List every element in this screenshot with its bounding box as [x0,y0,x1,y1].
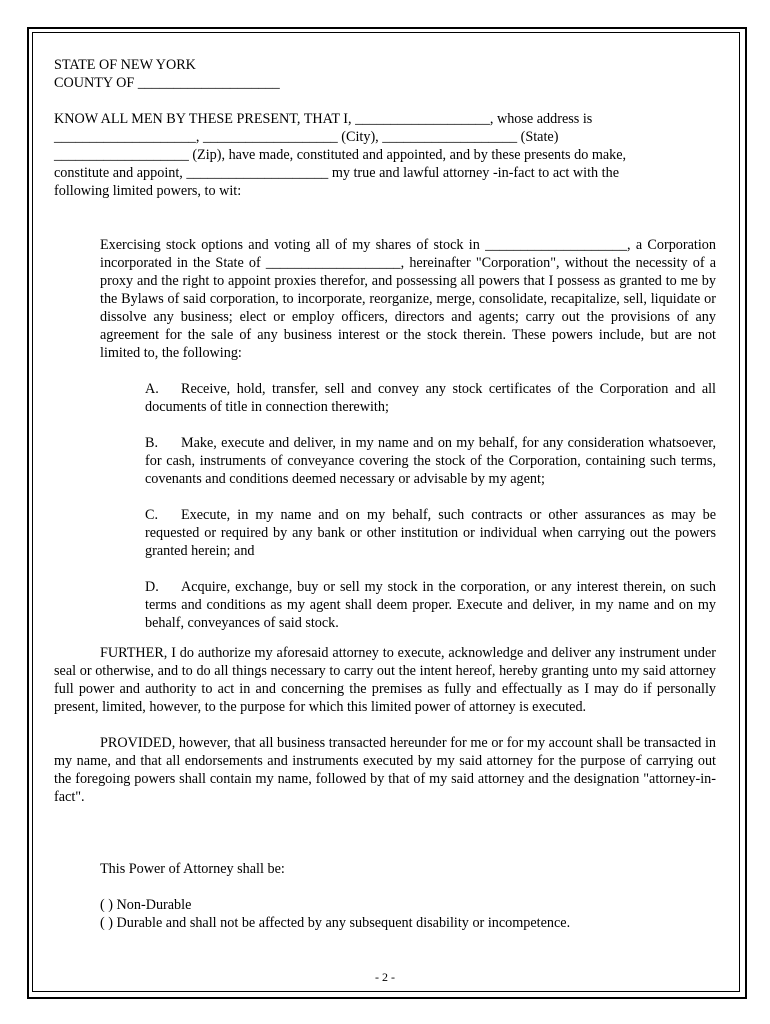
duration-options [54,896,716,932]
intro-line: KNOW ALL MEN BY THESE PRESENT, THAT I, ___________________, whose address is [54,111,593,127]
intro-line: ____________________, ___________________ (City), ___________________ (State) [54,129,559,145]
option-durable: ( ) Durable and shall not be affected by any subsequent disability or incompetence. [100,915,571,931]
power-item-a [54,380,716,416]
intro-line: constitute and appoint, ____________________ my true and lawful attorney -in-fact to act with the [54,165,620,181]
duration-heading: This Power of Attorney shall be: [100,861,285,877]
item-letter: D. [145,579,159,595]
item-letter: C. [145,507,159,523]
item-letter: A. [145,381,159,397]
page-number: - 2 - [375,970,395,984]
option-non-durable: ( ) Non-Durable [100,897,192,913]
further-paragraph: FURTHER, I do authorize my aforesaid attorney to execute, acknowledge and deliver any instrument under seal or otherwise, and to do all things necessary to carry out the intent hereof, hereby granting unto my said attorney full power and authority to act in and concerning the premises as fully and effectually as I may do if personally present, limited, however, to the purpose for which this limited power of attorney is executed. [54,645,716,715]
power-item-b [54,434,716,488]
county-line: COUNTY OF ____________________ [54,75,280,91]
document-body [54,56,716,932]
item-text: Execute, in my name and on my behalf, such contracts or other assurances as may be requested or required by any bank or other institution or individual when carrying out the powers granted herein; and [145,507,716,559]
item-text: Acquire, exchange, buy or sell my stock in the corporation, or any interest therein, on such terms and conditions as my agent shall deem proper. Execute and deliver, in my name and on my behalf, conveyances of said stock. [145,579,716,631]
powers-paragraph: Exercising stock options and voting all of my shares of stock in ____________________, a Corporation incorporated in the State of ___________________, hereinafter "Corporation", without the necessity of a proxy and the right to appoint proxies therefor, and possessing all powers that I possess as granted to me by the Bylaws of said corporation, to incorporate, reorganize, merge, consolidate, recapitalize, sell, liquidate or dissolve any business; elect or employ officers, directors and agents; carry out the provisions of any agreement for the sale of any business interest or the stock therein. These powers include, but are not limited to, the following: [100,237,716,361]
intro-line: following limited powers, to wit: [54,183,242,199]
item-text: Make, execute and deliver, in my name and on my behalf, for any consideration whatsoever, for cash, instruments of conveyance covering the stock of the Corporation, containing such terms, covenants and conditions deemed necessary or advisable by my agent; [145,435,716,487]
provided-paragraph: PROVIDED, however, that all business transacted hereunder for me or for my account shall be transacted in my name, and that all endorsements and instruments executed by my said attorney for the purpose of carrying out the foregoing powers shall contain my name, followed by that of my said attorney and the designation "attorney-in-fact". [54,735,716,805]
power-item-d [54,578,716,632]
item-letter: B. [145,435,159,451]
state-line: STATE OF NEW YORK [54,57,196,73]
intro-paragraph [54,110,716,200]
intro-line: ___________________ (Zip), have made, constituted and appointed, and by these presents do make, [54,147,627,163]
power-item-c [54,506,716,560]
item-text: Receive, hold, transfer, sell and convey any stock certificates of the Corporation and all documents of title in connection therewith; [145,381,716,415]
